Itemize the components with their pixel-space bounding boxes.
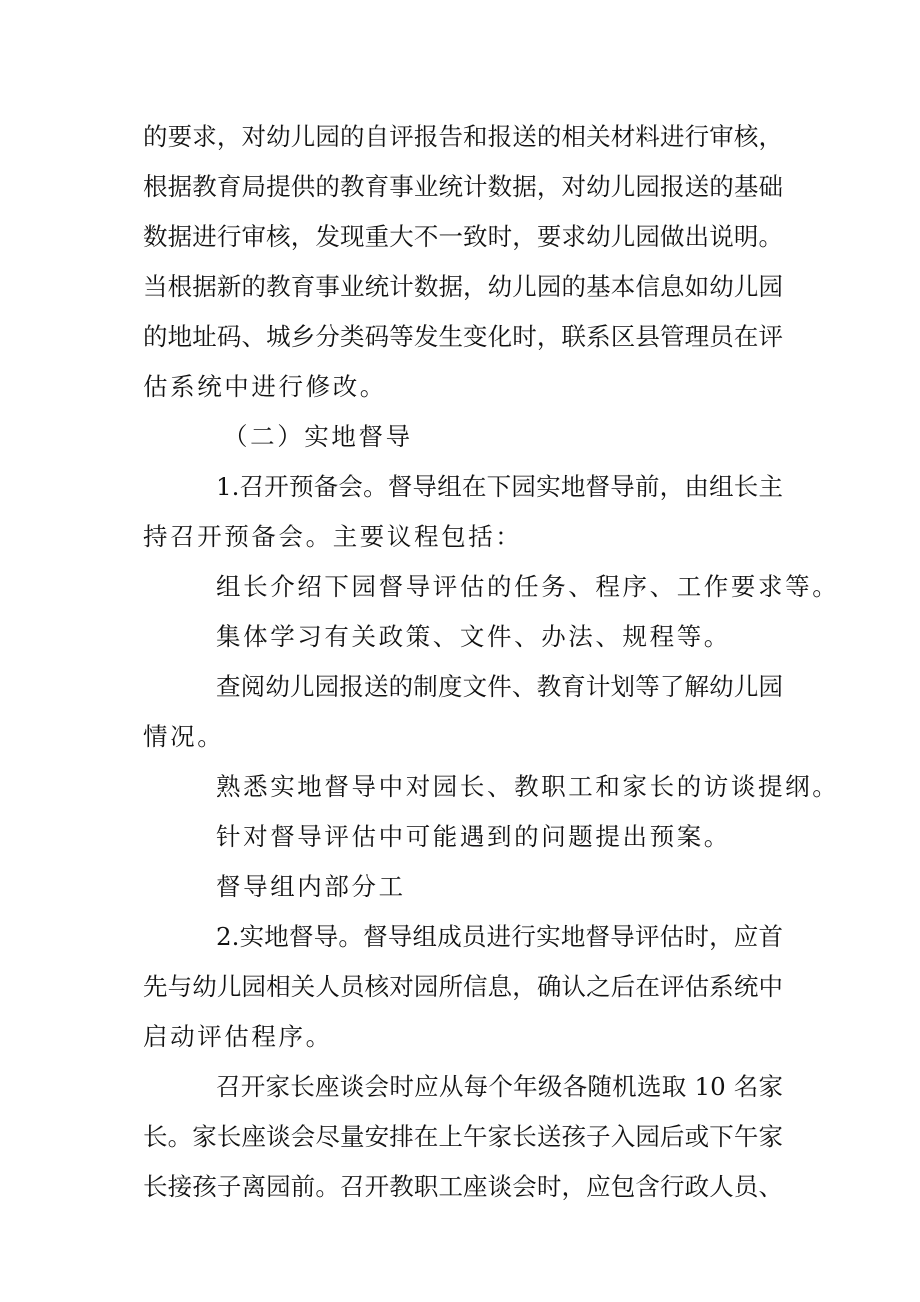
text-line-1: 的要求，对幼儿园的自评报告和报送的相关材料进行审核， xyxy=(143,122,783,151)
text-line-13: 情况。 xyxy=(143,722,225,751)
text-line-18: 先与幼儿园相关人员核对园所信息，确认之后在评估系统中 xyxy=(143,972,783,1001)
list-item-6: 督导组内部分工 xyxy=(216,872,406,901)
list-item-2: 集体学习有关政策、文件、办法、规程等。 xyxy=(216,622,731,651)
text-line-6: 估系统中进行修改。 xyxy=(143,372,387,401)
list-item-5: 针对督导评估中可能遇到的问题提出预案。 xyxy=(216,822,731,851)
list-item-1: 组长介绍下园督导评估的任务、程序、工作要求等。 xyxy=(216,572,840,601)
section-heading: （二）实地督导 xyxy=(223,422,413,451)
text-line-20: 召开家长座谈会时应从每个年级各随机选取 10 名家 xyxy=(216,1072,783,1101)
text-line-19: 启动评估程序。 xyxy=(143,1022,333,1051)
text-line-5: 的地址码、城乡分类码等发生变化时，联系区县管理员在评 xyxy=(143,322,783,351)
list-item-3: 查阅幼儿园报送的制度文件、教育计划等了解幼儿园 xyxy=(216,672,783,701)
text-line-17: 2.实地督导。督导组成员进行实地督导评估时，应首 xyxy=(216,922,783,951)
list-item-4: 熟悉实地督导中对园长、教职工和家长的访谈提纲。 xyxy=(216,772,840,801)
text-line-4: 当根据新的教育事业统计数据，幼儿园的基本信息如幼儿园 xyxy=(143,272,783,301)
document-body xyxy=(143,112,840,1212)
text-line-2: 根据教育局提供的教育事业统计数据，对幼儿园报送的基础 xyxy=(143,172,783,201)
text-line-9: 持召开预备会。主要议程包括： xyxy=(143,522,523,551)
text-line-21: 长。家长座谈会尽量安排在上午家长送孩子入园后或下午家 xyxy=(143,1122,783,1151)
text-line-3: 数据进行审核，发现重大不一致时，要求幼儿园做出说明。 xyxy=(143,222,783,251)
text-line-8: 1.召开预备会。督导组在下园实地督导前，由组长主 xyxy=(216,472,783,501)
text-line-22: 长接孩子离园前。召开教职工座谈会时，应包含行政人员、 xyxy=(143,1172,783,1201)
